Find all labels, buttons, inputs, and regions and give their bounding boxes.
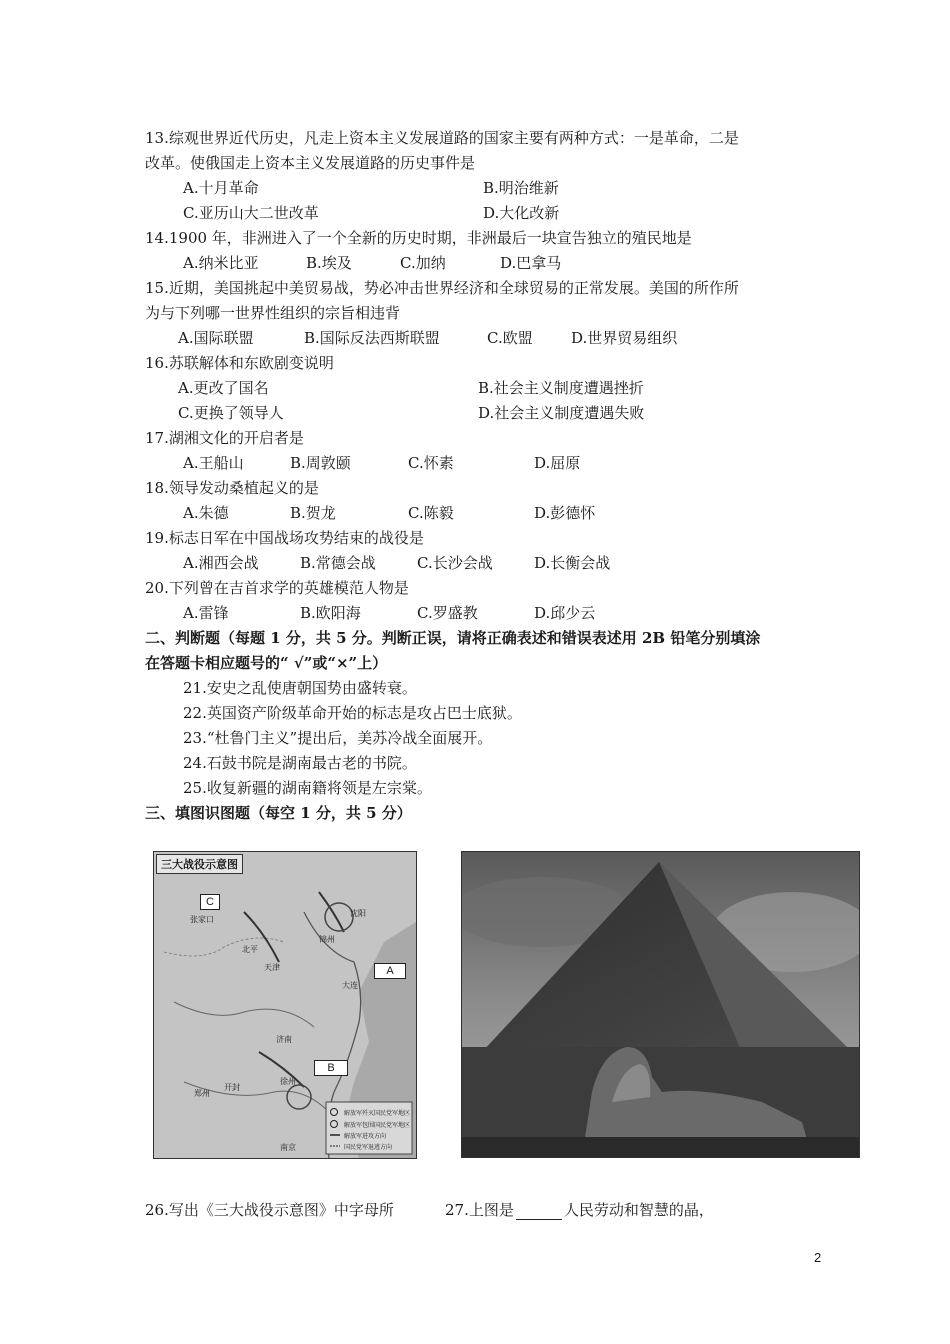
q15-stem-line2: 为与下列哪一世界性组织的宗旨相违背: [145, 304, 401, 322]
q18-stem: 18.领导发动桑植起义的是: [145, 479, 319, 497]
q17-option-b: B.周敦颐: [290, 454, 351, 472]
q16-option-b: B.社会主义制度遭遇挫折: [478, 379, 644, 397]
q20-option-a: A.雷锋: [183, 604, 229, 622]
q19-option-b: B.常德会战: [300, 554, 376, 572]
q16-option-a: A.更改了国名: [178, 379, 269, 397]
q18-option-d: D.彭德怀: [534, 504, 596, 522]
map-place-beiping: 北平: [242, 945, 258, 954]
map-place-dalian: 大连: [342, 981, 358, 990]
section3-heading: 三、填图识图题（每空 1 分，共 5 分）: [145, 804, 412, 822]
map-marker-c: C: [200, 894, 220, 910]
q23-statement: 23.“杜鲁门主义”提出后，美苏冷战全面展开。: [183, 729, 493, 747]
q15-option-a: A.国际联盟: [178, 329, 254, 347]
q17-stem: 17.湖湘文化的开启者是: [145, 429, 304, 447]
map-place-shenyang: 沈阳: [350, 909, 366, 918]
map-place-zhangjiakou: 张家口: [190, 915, 214, 924]
q20-option-d: D.邱少云: [534, 604, 596, 622]
q20-stem: 20.下列曾在吉首求学的英雄模范人物是: [145, 579, 409, 597]
map-title: 三大战役示意图: [156, 854, 243, 874]
map-marker-a: A: [374, 963, 406, 979]
map-place-zhengzhou: 郑州: [194, 1089, 210, 1098]
q20-option-c: C.罗盛教: [417, 604, 478, 622]
q19-option-c: C.长沙会战: [417, 554, 493, 572]
q20-option-b: B.欧阳海: [300, 604, 361, 622]
q18-option-b: B.贺龙: [290, 504, 336, 522]
q14-option-b: B.埃及: [306, 254, 352, 272]
map-legend-annihilated: 解放军歼灭国民党军地区: [344, 1110, 411, 1117]
q15-stem-line1: 15.近期，美国挑起中美贸易战，势必冲击世界经济和全球贸易的正常发展。美国的所作所: [145, 279, 739, 297]
q19-option-d: D.长衡会战: [534, 554, 611, 572]
q13-option-b: B.明治维新: [483, 179, 559, 197]
section2-heading-line1: 二、判断题（每题 1 分，共 5 分。判断正误，请将正确表述和错误表述用 2B 铅笔分别填涂: [145, 629, 761, 647]
q13-stem-line1: 13.综观世界近代历史，凡走上资本主义发展道路的国家主要有两种方式：一是革命，二是: [145, 129, 739, 147]
map-place-nanjing: 南京: [280, 1143, 296, 1152]
three-campaigns-map: [153, 851, 417, 1159]
section2-heading-line2: 在答题卡相应题号的“ √”或“×”上）: [145, 654, 388, 672]
map-place-jinzhou: 锦州: [319, 935, 335, 944]
map-place-kaifeng: 开封: [224, 1083, 240, 1092]
q26-stem: 26.写出《三大战役示意图》中字母所: [145, 1201, 394, 1219]
q17-option-c: C.怀素: [408, 454, 454, 472]
q19-option-a: A.湘西会战: [183, 554, 259, 572]
q25-statement: 25.收复新疆的湖南籍将领是左宗棠。: [183, 779, 432, 797]
q14-option-a: A.纳米比亚: [183, 254, 259, 272]
page-number: 2: [814, 1250, 822, 1265]
q16-stem: 16.苏联解体和东欧剧变说明: [145, 354, 334, 372]
q24-statement: 24.石鼓书院是湖南最古老的书院。: [183, 754, 417, 772]
map-legend-encircled: 解放军包围国民党军地区: [344, 1122, 411, 1129]
q27-stem: [445, 1200, 714, 1220]
pyramid-sphinx-photo: [461, 851, 860, 1158]
q19-stem: 19.标志日军在中国战场攻势结束的战役是: [145, 529, 424, 547]
q18-option-c: C.陈毅: [408, 504, 454, 522]
q16-option-d: D.社会主义制度遭遇失败: [478, 404, 645, 422]
q13-option-a: A.十月革命: [183, 179, 259, 197]
map-legend-retreat: 国民党军退逃方向: [344, 1144, 393, 1151]
map-place-jinan: 济南: [276, 1035, 292, 1044]
q17-option-d: D.屈原: [534, 454, 581, 472]
q14-stem: 14.1900 年，非洲进入了一个全新的历史时期，非洲最后一块宣告独立的殖民地是: [145, 229, 692, 247]
q15-option-d: D.世界贸易组织: [571, 329, 678, 347]
q13-option-c: C.亚历山大二世改革: [183, 204, 319, 222]
q27-answer-blank[interactable]: [516, 1205, 562, 1220]
q13-option-d: D.大化改新: [483, 204, 560, 222]
q21-statement: 21.安史之乱使唐朝国势由盛转衰。: [183, 679, 417, 697]
q27-stem-suffix: 人民劳动和智慧的晶，: [563, 1201, 714, 1219]
map-place-tianjin: 天津: [264, 963, 280, 972]
q15-option-b: B.国际反法西斯联盟: [304, 329, 440, 347]
q15-option-c: C.欧盟: [487, 329, 533, 347]
q14-option-d: D.巴拿马: [500, 254, 562, 272]
map-legend-attack: 解放军进攻方向: [344, 1133, 387, 1140]
q16-option-c: C.更换了领导人: [178, 404, 284, 422]
map-place-xuzhou: 徐州: [280, 1077, 296, 1086]
q17-option-a: A.王船山: [183, 454, 244, 472]
q18-option-a: A.朱德: [183, 504, 229, 522]
map-marker-b: B: [314, 1060, 348, 1076]
q27-stem-prefix: 27.上图是: [445, 1201, 514, 1219]
q22-statement: 22.英国资产阶级革命开始的标志是攻占巴士底狱。: [183, 704, 522, 722]
q13-stem-line2: 改革。使俄国走上资本主义发展道路的历史事件是: [145, 154, 476, 172]
q14-option-c: C.加纳: [400, 254, 446, 272]
